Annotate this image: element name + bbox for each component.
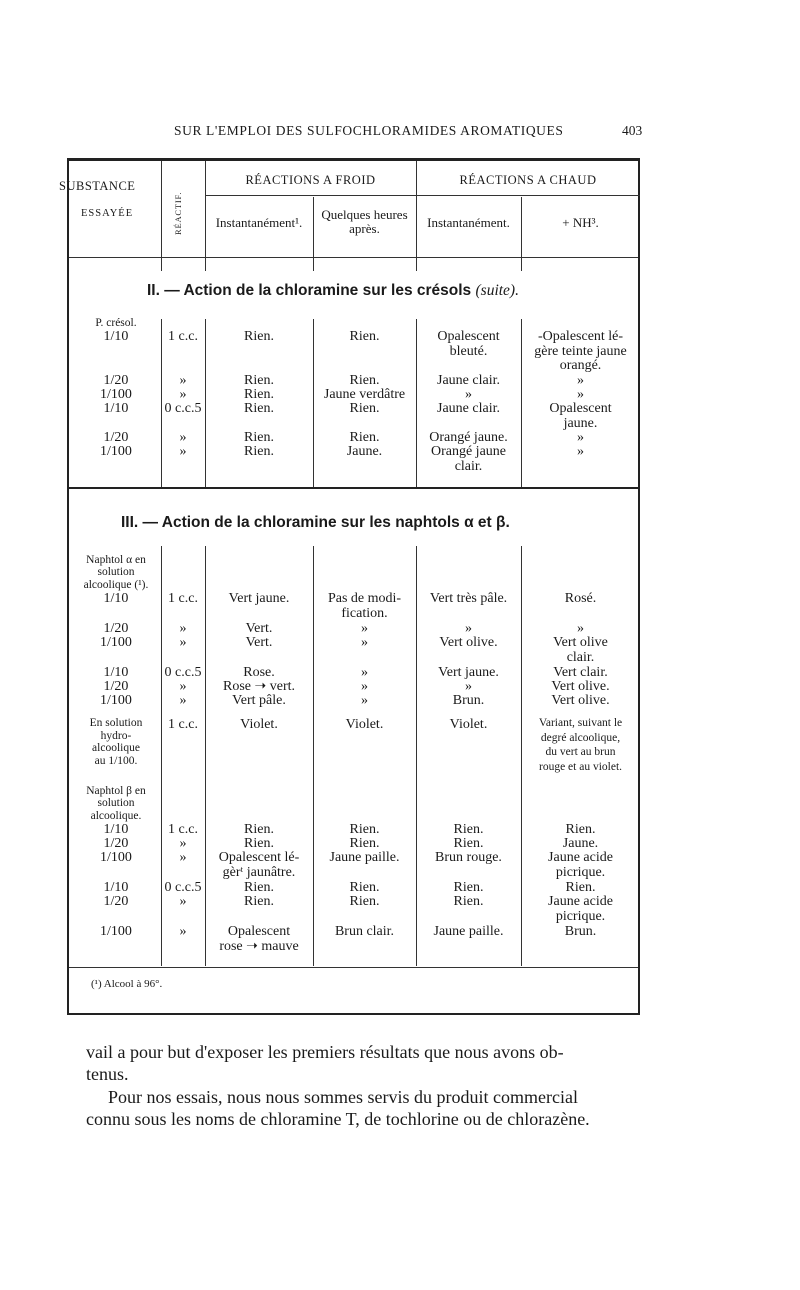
cell-reactif: 1 c.c. [168,329,198,344]
cell-reactif: » [179,387,187,402]
cell-reactif: » [179,444,187,459]
cell-nh3: Rosé. [564,591,597,606]
cell-nh3: » [577,444,584,459]
cell-inst: Vert. [245,635,273,650]
cell-reactif: » [179,621,187,636]
cell-reactif: » [179,924,187,939]
cell-substance: 1/100 [100,850,132,865]
cell-nh3: Vert olive. [551,679,610,694]
cell-chaud: clair. [454,458,483,474]
cell-chaud: Rien. [453,880,484,895]
cell-heures: Rien. [349,401,380,416]
cell-nh3: Brun. [564,924,597,939]
cell-reactif: » [179,635,187,650]
cell-reactif: » [179,693,187,708]
cell-substance: 1/20 [103,621,129,636]
cell-reactif: » [179,430,187,445]
cell-heures: Rien. [349,329,380,344]
section-2-title-text: II. — Action de la chloramine sur les crésols [147,282,472,299]
cell-inst: Rien. [244,329,274,344]
cell-nh3: gère teinte jaune [534,343,627,359]
cell-substance: solution [97,566,135,578]
cell-substance: 1/20 [103,373,129,388]
cell-reactif: » [179,894,187,909]
cell-nh3: -Opalescent lé- [537,329,624,344]
cell-nh3: Vert olive [553,635,608,650]
cell-nh3: Jaune. [562,836,599,851]
header-chaud: RÉACTIONS A CHAUD [459,173,597,187]
cell-chaud: Violet. [449,717,488,732]
body-line-3: Pour nos essais, nous nous sommes servis du produit commercial [108,1087,578,1107]
cell-heures: Jaune. [346,444,383,459]
cell-nh3: Rien. [565,880,596,895]
header-col-sep-1 [161,161,162,271]
cell-inst: Vert jaune. [228,591,290,606]
body-line-1: vail a pour but d'exposer les premiers résultats que nous avons ob- [86,1042,564,1062]
cell-inst: Vert pâle. [232,693,286,708]
cell-reactif: 0 c.c.5 [164,401,202,416]
cell-nh3: Jaune acide [548,850,613,865]
cell-chaud: » [465,387,472,402]
cell-nh3: degré alcoolique, [540,731,621,744]
cell-inst: Opalescent lé- [218,850,300,865]
cell-nh3: Rien. [565,822,596,837]
cell-nh3: Vert clair. [553,665,608,680]
cell-nh3: » [577,621,584,636]
cell-substance: alcoolique [92,742,140,754]
cell-substance: 1/10 [103,822,129,837]
header-subrule [205,195,640,196]
cell-reactif: 1 c.c. [168,591,198,606]
cell-nh3: » [577,430,584,445]
section-2-suite: (suite). [475,282,519,299]
cell-heures: Rien. [349,894,380,909]
cell-inst: Violet. [240,717,278,732]
section-3-title: III. — Action de la chloramine sur les naphtols α et β. [121,514,510,531]
cell-inst: Rien. [244,880,274,895]
cell-reactif: 0 c.c.5 [164,665,202,680]
cell-chaud: Brun rouge. [435,850,502,865]
cell-reactif: » [179,373,187,388]
cell-substance: 1/100 [100,444,132,459]
cell-substance: 1/100 [100,635,132,650]
cell-heures: Jaune verdâtre [323,387,406,402]
cell-chaud: Rien. [453,836,484,851]
cell-reactif: » [179,836,187,851]
cell-heures: Brun clair. [334,924,395,939]
cell-substance: 1/20 [103,430,129,445]
reaction-table [59,158,640,1015]
cell-inst: Rien. [244,387,274,402]
cell-nh3: jaune. [563,415,598,431]
cell-heures: » [361,665,368,680]
section-2-bottom-rule [69,487,638,489]
cell-substance: au 1/100. [94,754,138,767]
section-2-title [147,282,519,300]
cell-chaud: Vert jaune. [438,665,499,680]
cell-substance: 1/20 [103,836,129,851]
cell-inst: Vert. [245,621,273,636]
cell-nh3: picrique. [555,908,606,924]
cell-inst: Rien. [244,894,274,909]
cell-heures: » [361,635,368,650]
cell-chaud: Vert très pâle. [429,591,508,606]
cell-substance: 1/100 [100,387,132,402]
cell-substance: Naphtol β en [86,784,146,797]
cell-reactif: 1 c.c. [168,717,198,732]
cell-nh3: Vert olive. [551,693,610,708]
header-reactif: RÉACTIF. [173,191,183,235]
cell-inst: Rose. [243,665,275,680]
cell-substance: alcoolique. [90,809,142,822]
cell-chaud: Rien. [453,894,484,909]
header-col-sep-5 [521,197,522,271]
running-head [0,123,800,141]
body-line-4: connu sous les noms de chloramine T, de tochlorine ou de chlorazène. [86,1109,590,1129]
table-bottom-rule [67,1013,640,1015]
cell-heures: Rien. [349,836,380,851]
cell-chaud: Rien. [453,822,484,837]
header-quelques-heures: Quelques heures [321,207,408,222]
cell-substance: Naphtol α en [86,553,146,566]
cell-nh3: rouge et au violet. [538,760,623,773]
cell-inst: Rien. [244,373,274,388]
cell-substance: 1/10 [103,401,129,416]
cell-chaud: Brun. [452,693,485,708]
cell-substance: 1/100 [100,693,132,708]
cell-substance: 1/20 [103,679,129,694]
cell-heures: Rien. [349,430,380,445]
body-line-2: tenus. [86,1064,129,1084]
cell-inst: Opalescent [227,924,291,939]
header-nh3: + NH³. [562,215,599,230]
cell-inst: Rose ➝ vert. [223,679,295,694]
cell-inst: Rien. [244,836,274,851]
cell-substance: 1/20 [103,894,129,909]
cell-chaud: » [465,621,472,636]
cell-heures: fication. [341,605,388,621]
cell-heures: Rien. [349,880,380,895]
cell-inst: Rien. [244,401,274,416]
cell-nh3: Jaune acide [548,894,613,909]
section-3-bottom-rule [69,967,638,968]
cell-chaud: Jaune clair. [437,401,500,416]
cell-heures: » [361,679,368,694]
cell-substance: 1/10 [103,329,129,344]
cell-nh3: picrique. [555,864,606,880]
cell-heures: Violet. [345,717,384,732]
cell-nh3: orangé. [559,358,602,373]
cell-nh3: » [577,387,584,402]
cell-chaud: Jaune paille. [433,924,504,939]
cell-substance: hydro- [100,729,132,742]
page-number: 403 [622,123,643,138]
header-instantanement-chaud: Instantanément. [427,215,510,230]
cell-chaud: » [465,679,472,694]
cell-substance: 1/100 [100,924,132,939]
table-footnote: (¹) Alcool à 96°. [91,978,163,990]
cell-reactif: » [179,679,187,694]
cell-nh3: clair. [566,649,595,665]
cell-substance: En solution [89,717,143,729]
cell-reactif: » [179,850,187,865]
cell-reactif: 1 c.c. [168,822,198,837]
cell-inst: Rien. [244,444,274,459]
cell-inst: Rien. [244,822,274,837]
cell-heures: » [361,621,368,636]
cell-substance: 1/10 [103,880,129,895]
cell-inst: gèrᵗ jaunâtre. [222,864,296,880]
cell-chaud: bleuté. [449,343,488,359]
cell-substance: P. crésol. [95,316,137,329]
cell-nh3: Opalescent [549,401,612,416]
running-head-title: SUR L'EMPLOI DES SULFOCHLORAMIDES AROMATIQUES [174,123,564,138]
header-bottom-rule [69,257,638,258]
cell-substance: alcoolique (¹). [83,578,149,591]
cell-heures: Rien. [349,373,380,388]
cell-chaud: Orangé jaune [430,444,507,459]
cell-chaud: Vert olive. [439,635,498,650]
cell-nh3: » [577,373,584,388]
cell-chaud: Orangé jaune. [429,430,508,445]
cell-nh3: Variant, suivant le [538,717,623,729]
cell-substance: 1/10 [103,591,129,606]
cell-heures: Jaune paille. [329,850,400,865]
cell-heures: Rien. [349,822,380,837]
header-instantanement-froid: Instantanément¹. [215,215,303,230]
cell-heures: » [361,693,368,708]
header-essayee: ESSAYÉE [81,208,134,219]
header-froid: RÉACTIONS A FROID [245,173,376,187]
cell-nh3: du vert au brun [545,746,616,758]
cell-reactif: 0 c.c.5 [164,880,202,895]
cell-substance: solution [97,797,135,809]
cell-substance: 1/10 [103,665,129,680]
cell-chaud: Opalescent [437,329,500,344]
header-apres: après. [349,221,380,236]
header-substance: SUBSTANCE [59,179,136,193]
cell-chaud: Jaune clair. [437,373,500,388]
cell-heures: Pas de modi- [327,591,402,606]
cell-inst: rose ➝ mauve [219,938,299,954]
cell-inst: Rien. [244,430,274,445]
